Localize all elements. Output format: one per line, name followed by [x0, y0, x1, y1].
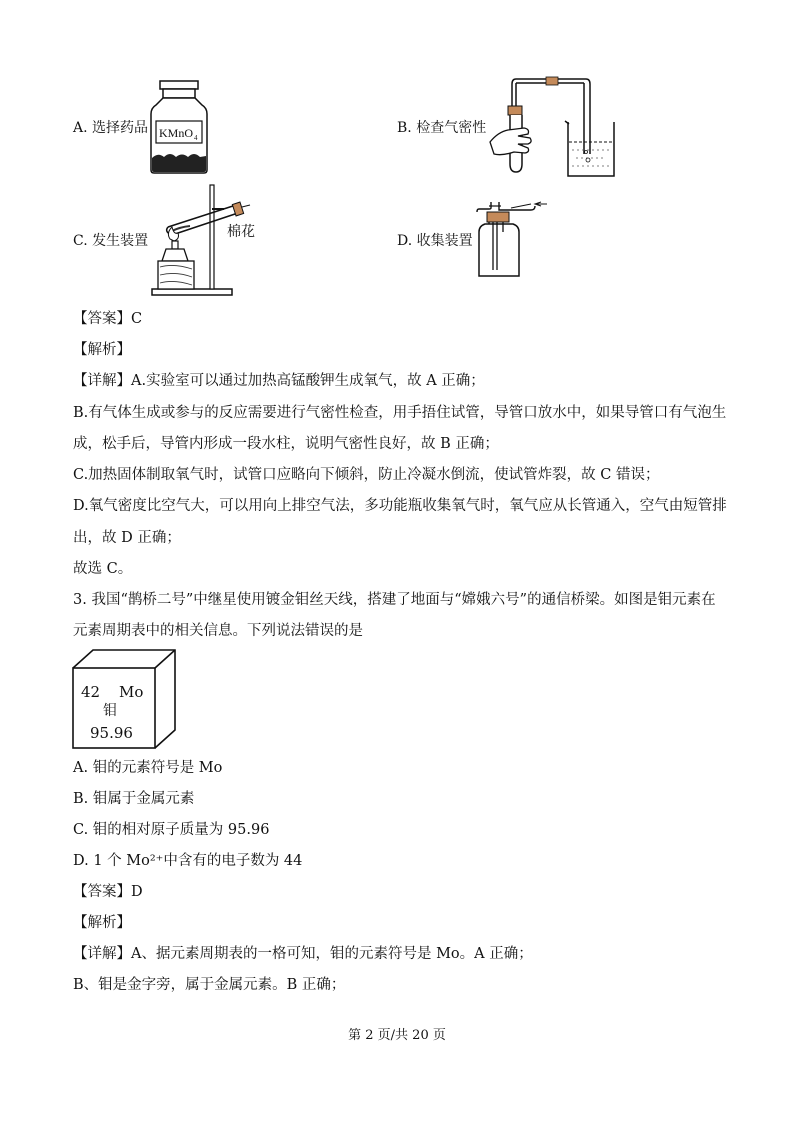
option-b-label: B. 检查气密性: [397, 120, 487, 136]
q3-option: C. 钼的相对原子质量为 95.96: [73, 822, 270, 838]
element-symbol: Mo: [119, 683, 144, 701]
element-name: 钼: [103, 703, 117, 719]
q2-detail-line: B.有气体生成或参与的反应需要进行气密性检查，用手捂住试管，导管口放水中，如果导管口有气泡生: [73, 405, 727, 421]
page-footer: 第 2 页/共 20 页: [348, 1028, 446, 1043]
q2-detail-line: 故选 C。: [73, 561, 133, 577]
q2-analysis-heading: 【解析】: [73, 342, 131, 358]
q2-detail-line: C.加热固体制取氧气时，试管口应略向下倾斜，防止冷凝水倒流，使试管炸裂，故 C 错误；: [73, 467, 660, 483]
q3-answer: 【答案】D: [73, 884, 143, 900]
q2-detail-line: D.氧气密度比空气大，可以用向上排空气法，多功能瓶收集氧气时，氧气应从长管通入，空气由短管排: [73, 498, 727, 514]
q3-detail-line: 【详解】A、据元素周期表的一格可知，钼的元素符号是 Mo。A 正确；: [73, 946, 533, 962]
element-atomic-mass: 95.96: [90, 724, 133, 742]
cotton-label: 棉花: [227, 224, 255, 240]
q3-analysis-heading: 【解析】: [73, 915, 131, 931]
q3-option: B. 钼属于金属元素: [73, 791, 195, 807]
q2-detail-line: 【详解】A.实验室可以通过加热高锰酸钾生成氧气，故 A 正确；: [73, 373, 485, 389]
airtightness-check-figure: [488, 72, 618, 184]
option-a-label: A. 选择药品: [73, 120, 149, 136]
reagent-bottle-figure: [148, 78, 210, 176]
q3-stem-line: 3. 我国“鹊桥二号”中继星使用镀金钼丝天线，搭建了地面与“嫦娥六号”的通信桥梁。如图是钼元素在: [73, 592, 716, 608]
q3-stem-line: 元素周期表中的相关信息。下列说法错误的是: [73, 623, 363, 639]
q3-detail-line: B、钼是金字旁，属于金属元素。B 正确；: [73, 977, 346, 993]
q2-detail-line: 成，松手后，导管内形成一段水柱，说明气密性良好，故 B 正确；: [73, 436, 499, 452]
bottle-label: KMnO: [159, 126, 194, 140]
q2-detail-line: 出，故 D 正确；: [73, 530, 181, 546]
q3-option: A. 钼的元素符号是 Mo: [73, 760, 223, 776]
option-c-label: C. 发生装置: [73, 233, 149, 249]
element-atomic-number: 42: [81, 683, 101, 701]
q3-option: D. 1 个 Mo²⁺中含有的电子数为 44: [73, 853, 303, 869]
q2-answer: 【答案】C: [73, 311, 143, 327]
gas-collection-bottle-figure: [475, 198, 547, 280]
bottle-label-subscript: 4: [194, 134, 198, 142]
option-d-label: D. 收集装置: [397, 233, 473, 249]
